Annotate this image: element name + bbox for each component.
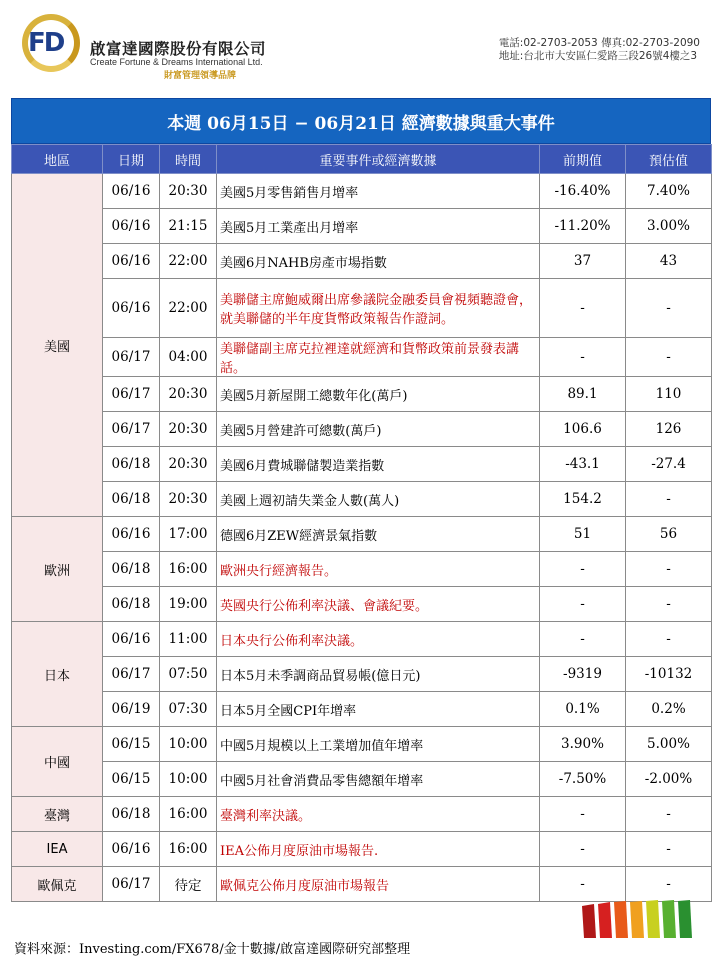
table-row <box>12 727 712 762</box>
forecast-value-cell: 110 <box>626 377 712 412</box>
previous-value-cell: -43.1 <box>540 447 626 482</box>
table-row <box>12 279 712 338</box>
forecast-value-cell: 5.00% <box>626 727 712 762</box>
event-cell: 中國5月社會消費品零售總額年增率 <box>217 762 540 797</box>
time-cell: 16:00 <box>160 552 217 587</box>
source-note: 資料來源：Investing.com/FX678/金十數據/啟富達國際研究部整理 <box>14 942 411 957</box>
date-cell: 06/19 <box>103 692 160 727</box>
time-cell: 待定 <box>160 867 217 902</box>
previous-value-cell: - <box>540 622 626 657</box>
date-cell: 06/18 <box>103 587 160 622</box>
event-cell: 日本5月未季調商品貿易帳(億日元) <box>217 657 540 692</box>
forecast-value-cell: - <box>626 587 712 622</box>
forecast-value-cell: - <box>626 482 712 517</box>
time-cell: 16:00 <box>160 797 217 832</box>
time-cell: 22:00 <box>160 244 217 279</box>
event-cell: 歐洲央行經濟報告。 <box>217 552 540 587</box>
event-cell: 美國6月費城聯儲製造業指數 <box>217 447 540 482</box>
header-region: 地區 <box>12 145 103 174</box>
time-cell: 11:00 <box>160 622 217 657</box>
table-row <box>12 482 712 517</box>
forecast-value-cell: - <box>626 338 712 377</box>
forecast-value-cell: - <box>626 797 712 832</box>
date-cell: 06/18 <box>103 447 160 482</box>
table-row <box>12 832 712 867</box>
date-cell: 06/17 <box>103 867 160 902</box>
region-cell: 美國 <box>12 174 103 517</box>
forecast-value-cell: - <box>626 832 712 867</box>
date-cell: 06/16 <box>103 244 160 279</box>
table-row <box>12 244 712 279</box>
header-time: 時間 <box>160 145 217 174</box>
company-name: 啟富達國際股份有限公司 <box>90 40 267 58</box>
previous-value-cell: 154.2 <box>540 482 626 517</box>
forecast-value-cell: - <box>626 279 712 338</box>
event-cell: 日本央行公佈利率決議。 <box>217 622 540 657</box>
time-cell: 20:30 <box>160 377 217 412</box>
date-cell: 06/18 <box>103 552 160 587</box>
previous-value-cell: -7.50% <box>540 762 626 797</box>
region-cell: IEA <box>12 832 103 867</box>
date-cell: 06/16 <box>103 279 160 338</box>
phone-fax: 電話:02-2703-2053 傳真:02-2703-2090 <box>498 37 700 49</box>
events-table-body <box>12 174 712 902</box>
forecast-value-cell: 56 <box>626 517 712 552</box>
date-cell: 06/17 <box>103 657 160 692</box>
table-row <box>12 657 712 692</box>
forecast-value-cell: 126 <box>626 412 712 447</box>
region-cell: 臺灣 <box>12 797 103 832</box>
date-cell: 06/16 <box>103 174 160 209</box>
time-cell: 20:30 <box>160 447 217 482</box>
time-cell: 10:00 <box>160 727 217 762</box>
previous-value-cell: -9319 <box>540 657 626 692</box>
event-cell: 美國5月零售銷售月增率 <box>217 174 540 209</box>
time-cell: 10:00 <box>160 762 217 797</box>
header-event: 重要事件或經濟數據 <box>217 145 540 174</box>
previous-value-cell: - <box>540 797 626 832</box>
forecast-value-cell: -2.00% <box>626 762 712 797</box>
event-cell: 德國6月ZEW經濟景氣指數 <box>217 517 540 552</box>
time-cell: 20:30 <box>160 174 217 209</box>
time-cell: 20:30 <box>160 482 217 517</box>
time-cell: 19:00 <box>160 587 217 622</box>
event-cell: 美聯儲副主席克拉裡達就經濟和貨幣政策前景發表講話。 <box>217 338 540 377</box>
previous-value-cell: -11.20% <box>540 209 626 244</box>
forecast-value-cell: -27.4 <box>626 447 712 482</box>
previous-value-cell: - <box>540 552 626 587</box>
address: 地址:台北市大安區仁愛路三段26號4樓之3 <box>498 50 698 62</box>
company-name-en: Create Fortune & Dreams International Ltd. <box>90 57 263 67</box>
event-cell: 美聯儲主席鮑威爾出席參議院金融委員會視頻聽證會，就美聯儲的半年度貨幣政策報告作證詞。 <box>217 279 540 338</box>
table-row <box>12 377 712 412</box>
table-row <box>12 762 712 797</box>
time-cell: 22:00 <box>160 279 217 338</box>
previous-value-cell: - <box>540 587 626 622</box>
time-cell: 16:00 <box>160 832 217 867</box>
time-cell: 04:00 <box>160 338 217 377</box>
time-cell: 17:00 <box>160 517 217 552</box>
forecast-value-cell: - <box>626 552 712 587</box>
previous-value-cell: 3.90% <box>540 727 626 762</box>
header-previous: 前期值 <box>540 145 626 174</box>
date-cell: 06/15 <box>103 727 160 762</box>
table-header-row <box>12 145 712 174</box>
forecast-value-cell: 0.2% <box>626 692 712 727</box>
date-cell: 06/18 <box>103 797 160 832</box>
date-cell: 06/17 <box>103 412 160 447</box>
date-cell: 06/17 <box>103 338 160 377</box>
header-forecast: 預估值 <box>626 145 712 174</box>
page-title: 本週 06月15日 − 06月21日 經濟數據與重大事件 <box>11 98 711 144</box>
forecast-value-cell: -10132 <box>626 657 712 692</box>
table-row <box>12 692 712 727</box>
date-cell: 06/16 <box>103 622 160 657</box>
time-cell: 20:30 <box>160 412 217 447</box>
decorative-bars-graphic <box>582 900 700 938</box>
date-cell: 06/18 <box>103 482 160 517</box>
time-cell: 21:15 <box>160 209 217 244</box>
event-cell: 美國5月營建許可總數(萬戶) <box>217 412 540 447</box>
previous-value-cell: - <box>540 279 626 338</box>
previous-value-cell: 0.1% <box>540 692 626 727</box>
previous-value-cell: 89.1 <box>540 377 626 412</box>
table-row <box>12 174 712 209</box>
previous-value-cell: -16.40% <box>540 174 626 209</box>
previous-value-cell: 37 <box>540 244 626 279</box>
time-cell: 07:30 <box>160 692 217 727</box>
date-cell: 06/15 <box>103 762 160 797</box>
previous-value-cell: 51 <box>540 517 626 552</box>
date-cell: 06/16 <box>103 517 160 552</box>
event-cell: 中國5月規模以上工業增加值年增率 <box>217 727 540 762</box>
event-cell: 美國5月工業產出月增率 <box>217 209 540 244</box>
event-cell: 美國6月NAHB房產市場指數 <box>217 244 540 279</box>
event-cell: 臺灣利率決議。 <box>217 797 540 832</box>
table-row <box>12 552 712 587</box>
event-cell: 日本5月全國CPI年增率 <box>217 692 540 727</box>
forecast-value-cell: 43 <box>626 244 712 279</box>
table-row <box>12 209 712 244</box>
event-cell: 美國5月新屋開工總數年化(萬戶) <box>217 377 540 412</box>
table-row <box>12 797 712 832</box>
region-cell: 日本 <box>12 622 103 727</box>
event-cell: IEA公佈月度原油市場報告. <box>217 832 540 867</box>
table-row <box>12 338 712 377</box>
region-cell: 歐洲 <box>12 517 103 622</box>
table-row <box>12 412 712 447</box>
forecast-value-cell: - <box>626 622 712 657</box>
table-row <box>12 867 712 902</box>
previous-value-cell: - <box>540 867 626 902</box>
events-table <box>11 144 712 902</box>
time-cell: 07:50 <box>160 657 217 692</box>
previous-value-cell: 106.6 <box>540 412 626 447</box>
logo-text: FD <box>28 28 64 58</box>
contact-info <box>499 37 700 63</box>
page-header <box>0 0 720 90</box>
region-cell: 中國 <box>12 727 103 797</box>
previous-value-cell: - <box>540 338 626 377</box>
event-cell: 美國上週初請失業金人數(萬人) <box>217 482 540 517</box>
event-cell: 英國央行公佈利率決議、會議紀要。 <box>217 587 540 622</box>
table-row <box>12 517 712 552</box>
company-slogan: 財富管理領導品牌 <box>164 71 237 81</box>
table-row <box>12 622 712 657</box>
forecast-value-cell: 3.00% <box>626 209 712 244</box>
header-date: 日期 <box>103 145 160 174</box>
forecast-value-cell: 7.40% <box>626 174 712 209</box>
table-row <box>12 587 712 622</box>
date-cell: 06/16 <box>103 209 160 244</box>
event-cell: 歐佩克公佈月度原油市場報告 <box>217 867 540 902</box>
region-cell: 歐佩克 <box>12 867 103 902</box>
table-row <box>12 447 712 482</box>
previous-value-cell: - <box>540 832 626 867</box>
date-cell: 06/16 <box>103 832 160 867</box>
forecast-value-cell: - <box>626 867 712 902</box>
date-cell: 06/17 <box>103 377 160 412</box>
